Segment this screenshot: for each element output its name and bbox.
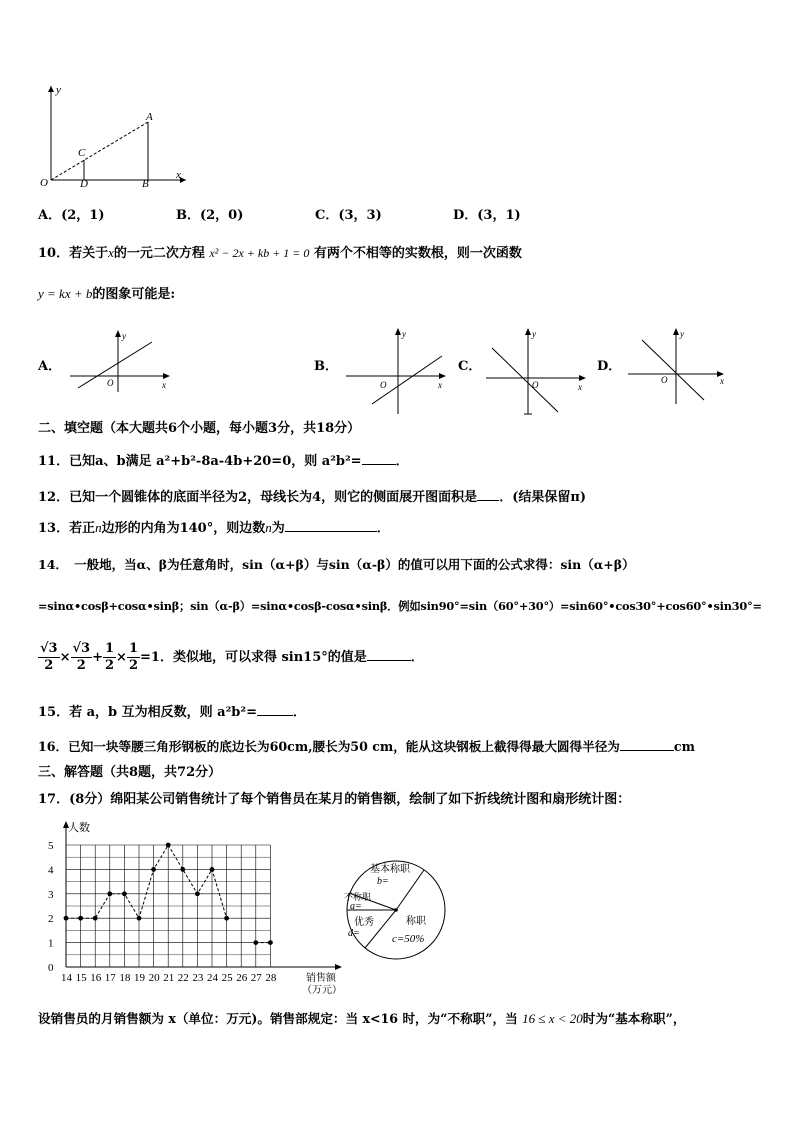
svg-text:x: x: [578, 382, 582, 392]
pie-value-unqualified: a=: [350, 901, 362, 912]
sales-line-chart: [36, 818, 346, 998]
q10-option-b-label: B．: [314, 359, 338, 374]
q17-stem: 17．(8分）绵阳某公司销售统计了每个销售员在某月的销售额，绘制了如下折线统计图和扇形统计图：: [38, 792, 631, 807]
pie-label-unqualified: 不称职: [344, 892, 372, 902]
x-tick-label: 23: [192, 972, 204, 984]
y-tick-label: 0: [48, 962, 54, 974]
x-tick-label: 17: [104, 972, 116, 984]
x-tick-label: 22: [177, 972, 189, 984]
x-axis-unit: （万元）: [302, 985, 342, 996]
q9-option-b: B．(2，0): [176, 208, 244, 223]
svg-text:y: y: [122, 331, 126, 341]
svg-text:x: x: [162, 380, 166, 390]
q9-option-d: D．(3，1): [453, 208, 521, 223]
data-point: [64, 916, 69, 921]
q10-graph-b: [342, 326, 452, 416]
x-tick-label: 25: [221, 972, 233, 984]
data-point: [78, 916, 83, 921]
fraction: $\frac{1}{2}$: [105, 641, 115, 673]
q9-option-a: A．(2，1): [38, 208, 105, 223]
data-point: [253, 940, 258, 945]
q9-label-x: x: [176, 169, 181, 181]
q13-answer-blank[interactable]: [285, 519, 377, 532]
pie-label-basic: 基本称职: [370, 864, 410, 875]
q9-label-b: B: [142, 178, 149, 190]
q9-option-c: C．(3，3): [315, 208, 382, 223]
y-tick-label: 2: [48, 913, 54, 926]
x-tick-label: 21: [163, 972, 175, 984]
q17-description: 设销售员的月销售额为 x（单位：万元)。销售部规定：当 x<16 时，为“不称职”，当 16 ≤ x < 20时为“基本称职”，: [38, 1011, 686, 1026]
data-point: [122, 891, 127, 896]
q16: 16．已知一块等腰三角形钢板的底边长为60cm,腰长为50 cm，能从这块钢板上截得得最大圆得半径为 cm: [38, 739, 695, 754]
q14-line1: 14． 一般地，当α、β为任意角时，sin（α+β）与sin（α-β）的值可以用下面的公式求得：sin（α+β）: [38, 557, 635, 572]
pie-label-qualified: 称职: [406, 916, 426, 927]
y-tick-label: 3: [48, 888, 54, 901]
q9-label-d: D: [80, 178, 88, 190]
q10-graph-c: [482, 326, 592, 418]
data-point: [195, 891, 200, 896]
svg-text:y: y: [532, 329, 536, 339]
sales-pie-chart: [334, 830, 464, 960]
x-tick-label: 18: [119, 972, 131, 984]
q11: 11．已知a、b满足 a²+b²-8a-4b+20=0，则 a²b²= ．: [38, 454, 409, 469]
data-point: [93, 916, 98, 921]
svg-text:y: y: [680, 329, 684, 339]
data-point: [137, 916, 142, 921]
pie-value-qualified: c=50%: [392, 933, 425, 945]
x-tick-label: 26: [236, 972, 248, 984]
q10-function: y = kx + b: [38, 286, 93, 301]
q10-option-c-label: C．: [458, 359, 482, 374]
section-3-heading: 三、解答题（共8题，共72分）: [38, 765, 222, 780]
x-tick-label: 28: [265, 972, 277, 984]
fraction: $\frac{1}{2}$: [128, 641, 138, 673]
data-point: [224, 916, 229, 921]
q12: 12．已知一个圆锥体的底面半径为2，母线长为4，则它的侧面展开图面积是 ．(结果保留π): [38, 490, 587, 505]
svg-text:O: O: [107, 378, 114, 388]
q14-line2: =sinα•cosβ+cosα•sinβ；sin（α-β）=sinα•cosβ-cosα•sinβ．例如sin90°=sin（60°+30°）=sin60°•cos30°+cos60°•sin30°=: [38, 599, 762, 613]
svg-text:O: O: [661, 375, 668, 385]
q15-answer-blank[interactable]: [257, 703, 293, 716]
pie-divider-1: [396, 870, 424, 910]
data-point: [268, 940, 273, 945]
q10-option-a-label: A．: [38, 359, 62, 374]
x-axis-title: 销售额: [306, 973, 336, 984]
pie-value-basic: b=: [377, 876, 389, 887]
q10-stem-line2: y = kx + b的图象可能是:: [38, 286, 176, 302]
x-axis-arrow: [335, 964, 342, 970]
q14-answer-blank[interactable]: [367, 648, 411, 661]
data-point: [210, 867, 215, 872]
q9-label-o: O: [40, 177, 48, 189]
q9-label-a: A: [146, 111, 153, 123]
q10-graph-d: [624, 326, 734, 406]
data-point: [107, 891, 112, 896]
section-2-heading: 二、填空题（本大题共6个小题，每小题3分，共18分）: [38, 421, 361, 436]
q13: 13．若正n边形的内角为140°，则边数n为 ．: [38, 520, 390, 536]
x-tick-label: 16: [90, 972, 102, 984]
q17-desc-math: 16 ≤ x < 20: [522, 1011, 583, 1026]
x-tick-label: 14: [61, 972, 72, 984]
y-tick-label: 5: [48, 840, 54, 852]
data-point: [151, 867, 156, 872]
svg-text:x: x: [438, 380, 442, 390]
q10-graph-a: [66, 328, 176, 393]
q9-label-y: y: [56, 84, 61, 96]
svg-text:O: O: [380, 380, 387, 390]
y-tick-label: 1: [48, 937, 54, 950]
svg-text:O: O: [532, 380, 539, 390]
q10-equation: x² − 2x + kb + 1 = 0: [209, 246, 310, 260]
data-point: [180, 867, 185, 872]
x-tick-label: 15: [75, 972, 87, 984]
x-tick-label: 19: [134, 972, 145, 984]
x-tick-label: 24: [207, 972, 218, 984]
q9-label-c: C: [78, 147, 86, 159]
x-tick-label: 27: [250, 972, 262, 984]
fraction: $\frac{√3}{2}$: [72, 641, 91, 673]
q11-answer-blank[interactable]: [362, 452, 396, 465]
pie-label-excellent: 优秀: [354, 917, 374, 928]
y-tick-label: 4: [48, 864, 54, 877]
q14-line3: $\frac{√3}{2}$ × $\frac{√3}{2}$ + $\frac{1}{2}$ × $\frac{1}{2}$ =1．类似地，可以求得 sin15°的值是 ．: [40, 641, 424, 673]
q15: 15．若 a，b 互为相反数，则 a²b²= ．: [38, 705, 306, 720]
q12-answer-blank[interactable]: [477, 488, 499, 501]
q16-answer-blank[interactable]: [620, 738, 674, 751]
pie-value-excellent: d=: [348, 928, 360, 939]
q9-figure: [36, 80, 196, 192]
y-axis-title: 人数: [68, 822, 90, 834]
q10-option-d-label: D．: [597, 359, 622, 374]
data-point: [166, 843, 171, 848]
svg-text:y: y: [402, 329, 406, 339]
fraction: $\frac{√3}{2}$: [40, 641, 58, 673]
x-tick-label: 20: [148, 972, 160, 984]
q10-stem: 10．若关于x的一元二次方程 x² − 2x + kb + 1 = 0 有两个不相等的实数根，则一次函数: [38, 245, 522, 261]
svg-text:x: x: [720, 376, 724, 386]
